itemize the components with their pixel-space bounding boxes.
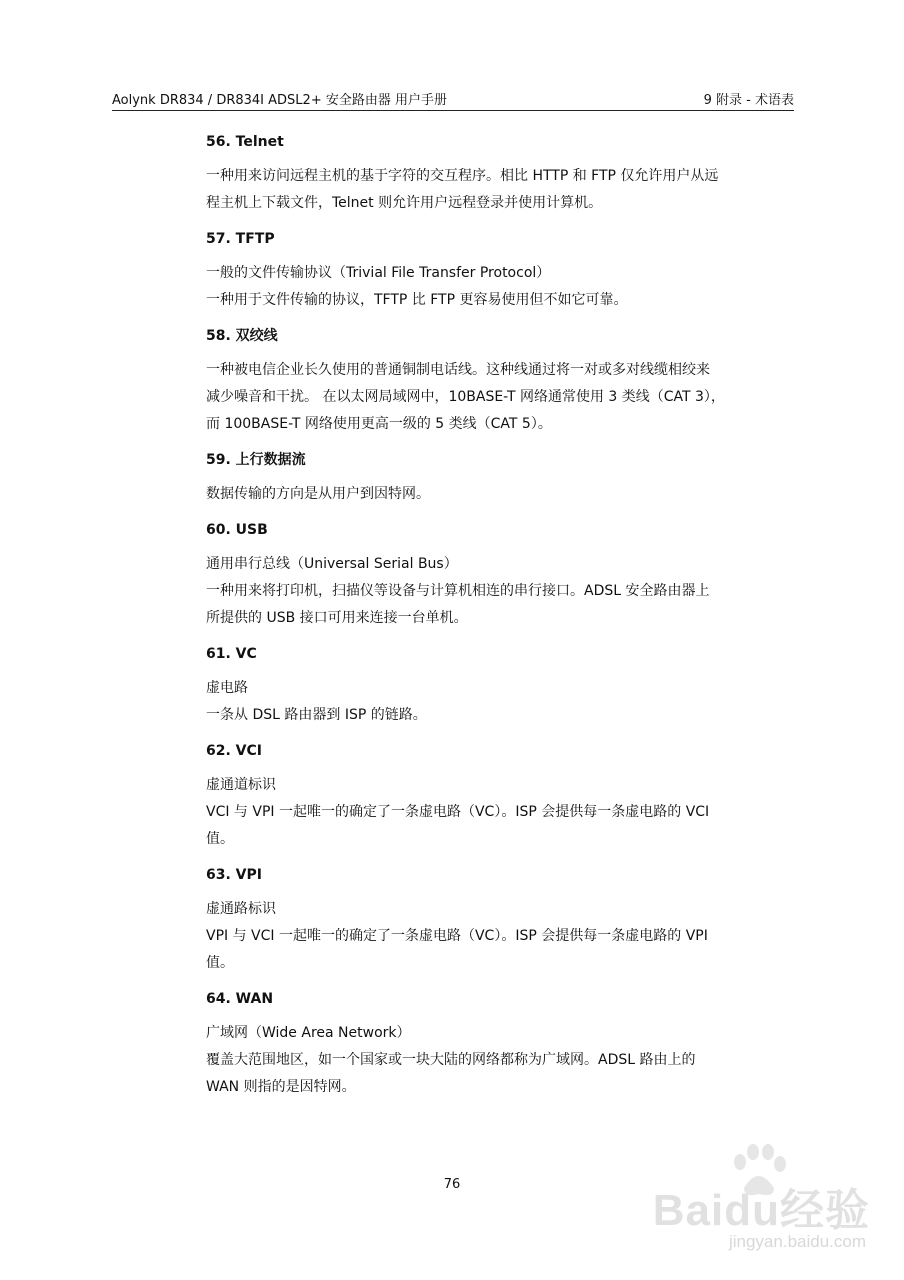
entry-term: 60. USB: [206, 522, 268, 538]
watermark-text: Baidu经验: [652, 1186, 870, 1235]
desc-line: 广域网（Wide Area Network）: [206, 1025, 411, 1041]
entry-description: [206, 1020, 786, 1101]
desc-line: 一条从 DSL 路由器到 ISP 的链路。: [206, 707, 427, 723]
header-right: 9 附录 - 术语表: [703, 93, 794, 108]
header-left: Aolynk DR834 / DR834I ADSL2+ 安全路由器 用户手册: [112, 93, 447, 108]
desc-line: 减少噪音和干扰。 在以太网局域网中，10BASE-T 网络通常使用 3 类线（CAT 3），: [206, 389, 725, 405]
glossary-entry: [206, 987, 786, 1101]
glossary-entry: [206, 642, 786, 729]
desc-line: 一种用来访问远程主机的基于字符的交互程序。相比 HTTP 和 FTP 仅允许用户从远: [206, 168, 719, 184]
glossary-entry: [206, 739, 786, 853]
desc-line: 而 100BASE-T 网络使用更高一级的 5 类线（CAT 5）。: [206, 416, 552, 432]
entry-term: 57. TFTP: [206, 231, 275, 247]
desc-line: 所提供的 USB 接口可用来连接一台单机。: [206, 610, 468, 626]
entry-description: [206, 163, 786, 217]
entry-description: [206, 357, 786, 438]
desc-line: 虚通路标识: [206, 901, 276, 917]
entry-description: [206, 481, 786, 508]
entry-description: [206, 551, 786, 632]
desc-line: 值。: [206, 831, 234, 847]
entry-term: 64. WAN: [206, 991, 274, 1007]
entry-term: 63. VPI: [206, 867, 262, 883]
glossary-entry: [206, 130, 786, 217]
desc-line: 程主机上下载文件，Telnet 则允许用户远程登录并使用计算机。: [206, 195, 603, 211]
glossary-entry: [206, 227, 786, 314]
desc-line: 通用串行总线（Universal Serial Bus）: [206, 556, 458, 572]
entry-term: 59. 上行数据流: [206, 452, 306, 468]
entry-term: 56. Telnet: [206, 134, 284, 150]
glossary-entry: [206, 518, 786, 632]
desc-line: VPI 与 VCI 一起唯一的确定了一条虚电路（VC）。ISP 会提供每一条虚电路的 VPI: [206, 928, 708, 944]
desc-line: 一种用来将打印机，扫描仪等设备与计算机相连的串行接口。ADSL 安全路由器上: [206, 583, 710, 599]
desc-line: WAN 则指的是因特网。: [206, 1079, 356, 1095]
glossary-content: [206, 130, 786, 1111]
desc-line: 数据传输的方向是从用户到因特网。: [206, 486, 430, 502]
desc-line: 覆盖大范围地区，如一个国家或一块大陆的网络都称为广域网。ADSL 路由上的: [206, 1052, 696, 1068]
entry-term: 58. 双绞线: [206, 328, 278, 344]
entry-description: [206, 772, 786, 853]
desc-line: 值。: [206, 955, 234, 971]
glossary-entry: [206, 324, 786, 438]
entry-term: 62. VCI: [206, 743, 262, 759]
watermark-url: jingyan.baidu.com: [728, 1232, 866, 1251]
desc-line: 一种被电信企业长久使用的普通铜制电话线。这种线通过将一对或多对线缆相绞来: [206, 362, 710, 378]
entry-description: [206, 896, 786, 977]
glossary-entry: [206, 863, 786, 977]
glossary-entry: [206, 448, 786, 508]
baidu-watermark: [640, 1140, 870, 1250]
desc-line: 虚电路: [206, 680, 248, 696]
page-header: [112, 86, 794, 111]
desc-line: 一种用于文件传输的协议，TFTP 比 FTP 更容易使用但不如它可靠。: [206, 292, 628, 308]
page-number: 76: [443, 1177, 461, 1192]
entry-description: [206, 260, 786, 314]
desc-line: VCI 与 VPI 一起唯一的确定了一条虚电路（VC）。ISP 会提供每一条虚电路的 VCI: [206, 804, 710, 820]
entry-description: [206, 675, 786, 729]
entry-term: 61. VC: [206, 646, 257, 662]
desc-line: 虚通道标识: [206, 777, 276, 793]
desc-line: 一般的文件传输协议（Trivial File Transfer Protocol）: [206, 265, 551, 281]
